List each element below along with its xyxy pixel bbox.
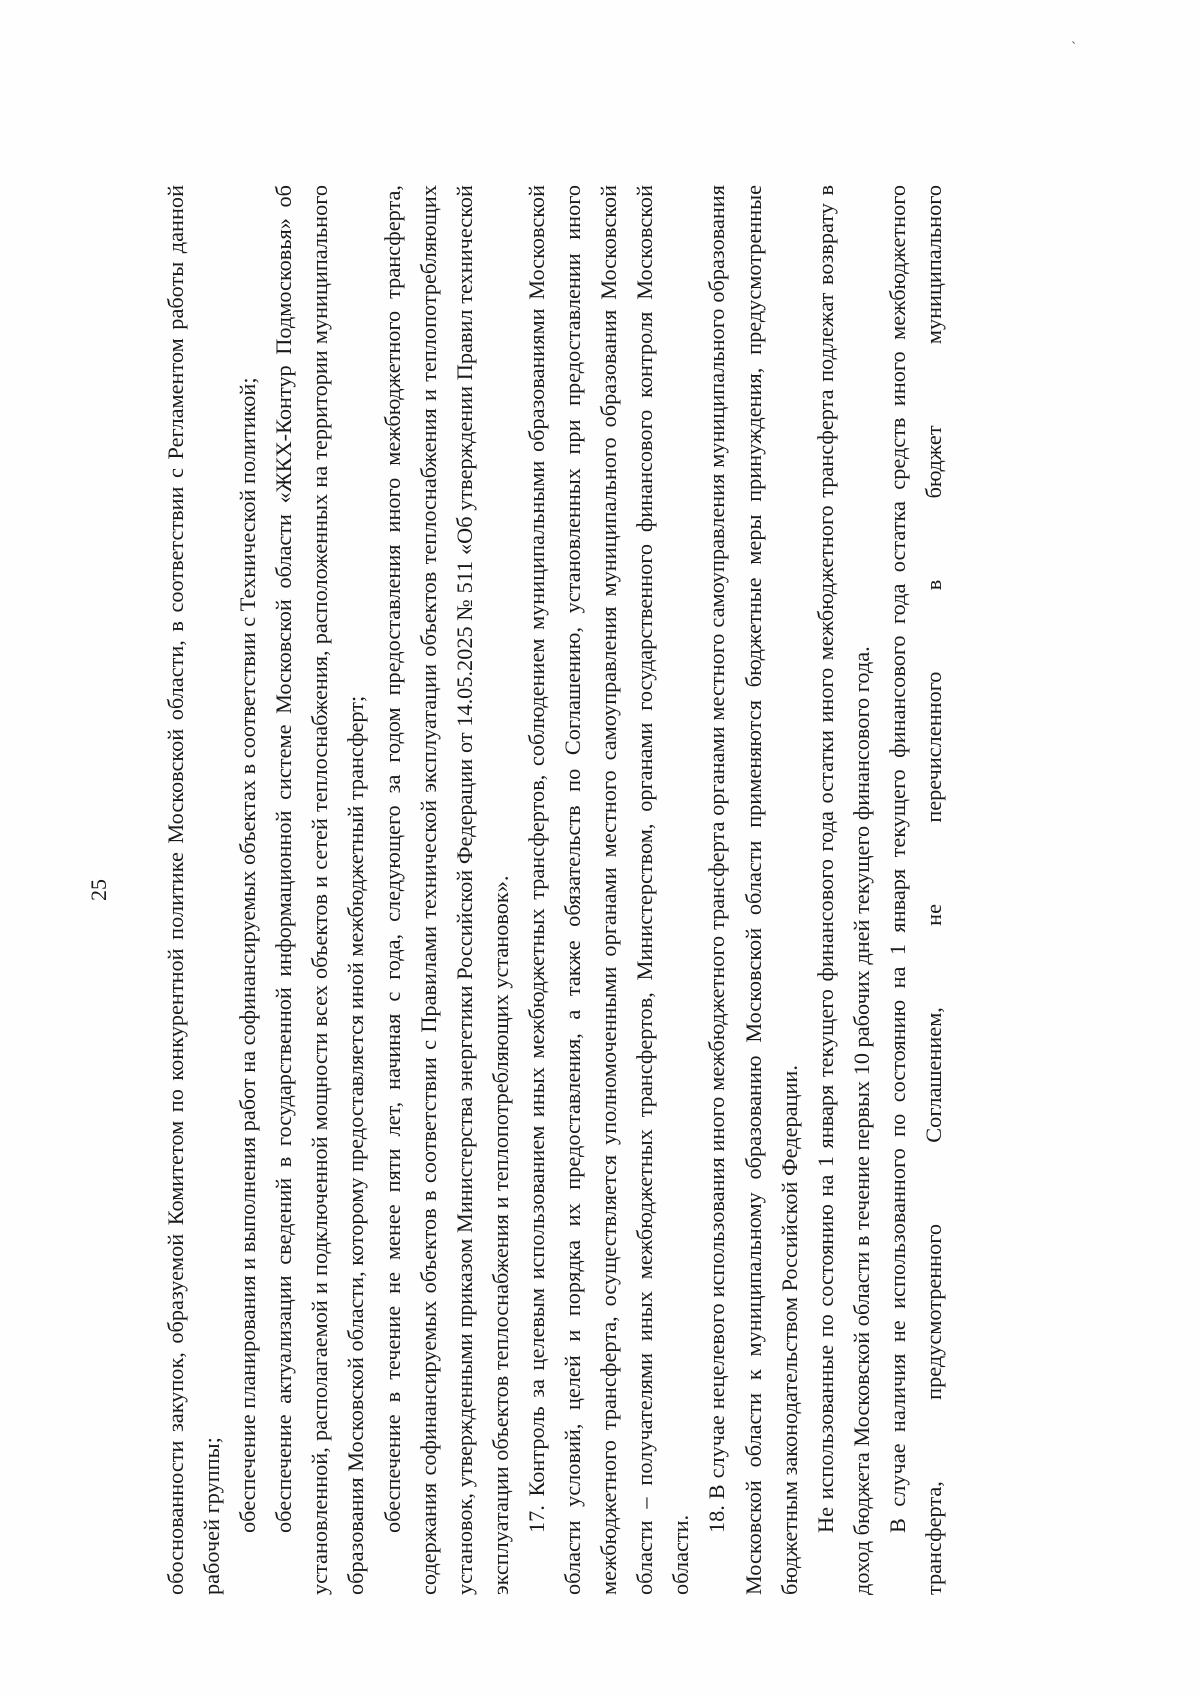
page-number: 25 <box>86 879 111 901</box>
paragraph-3: обеспечение актуализации сведений в государственной информационной системе Московской области «ЖКХ-Контур Подмосковья» об установленной, располагаемой и подключенной мощности всех объектов и сетей теплоснабжения, расположенных на территории муниципального образования Московской области, которому предоставляется иной межбюджетный трансферт; <box>271 185 369 1595</box>
paragraph-6-item-18: 18. В случае нецелевого использования иного межбюджетного трансферта органами местного самоуправления муниципального образования Московской области к муниципальному образованию Московской области применяются бюджетные меры принуждения, предусмотренные бюджетным законодательством Российской Федерации. <box>704 185 802 1595</box>
paragraph-2: обеспечение планирования и выполнения работ на софинансируемых объектах в соответствии с Технической политикой; <box>235 377 261 1533</box>
scan-speck <box>1072 41 1075 44</box>
rotated-document-sheet <box>78 130 1158 1650</box>
paragraph-5-item-17: 17. Контроль за целевым использованием иных межбюджетных трансфертов, соблюдением муниципальными образованиями Московской области условий, целей и порядка их предоставления, а также обязательств по Соглашению, установленных при предоставлении иного межбюджетного трансферта, осуществляется уполномоченными органами местного самоуправления муниципального образования Московской области – получателями иных межбюджетных трансфертов, Министерством, органами государственного финансового контроля Московской области. <box>523 185 694 1595</box>
paragraph-7: Не использованные по состоянию на 1 января текущего финансового года остатки иного межбюджетного трансферта подлежат возврату в доход бюджета Московской области в течение первых 10 рабочих дней текущего финансового года. <box>812 185 874 1595</box>
paragraph-1: обоснованности закупок, образуемой Комитетом по конкурентной политике Московской области, в соответствии с Регламентом работы данной рабочей группы; <box>163 185 225 1595</box>
document-body <box>158 185 952 1595</box>
paragraph-8: В случае наличия не использованного по состоянию на 1 января текущего финансового года остатка средств иного межбюджетного трансферта, предусмотренного Соглашением, не перечисленного в бюджет муниципального <box>884 185 946 1595</box>
paragraph-4: обеспечение в течение не менее пяти лет, начиная с года, следующего за годом предоставления иного межбюджетного трансферта, содержания софинансируемых объектов в соответствии с Правилами технической эксплуатации объектов теплоснабжения и теплопотребляющих установок, утвержденными приказом Министерства энергетики Российской Федерации от 14.05.2025 № 511 «Об утверждении Правил технической эксплуатации объектов теплоснабжения и теплопотребляющих установок». <box>379 185 513 1595</box>
